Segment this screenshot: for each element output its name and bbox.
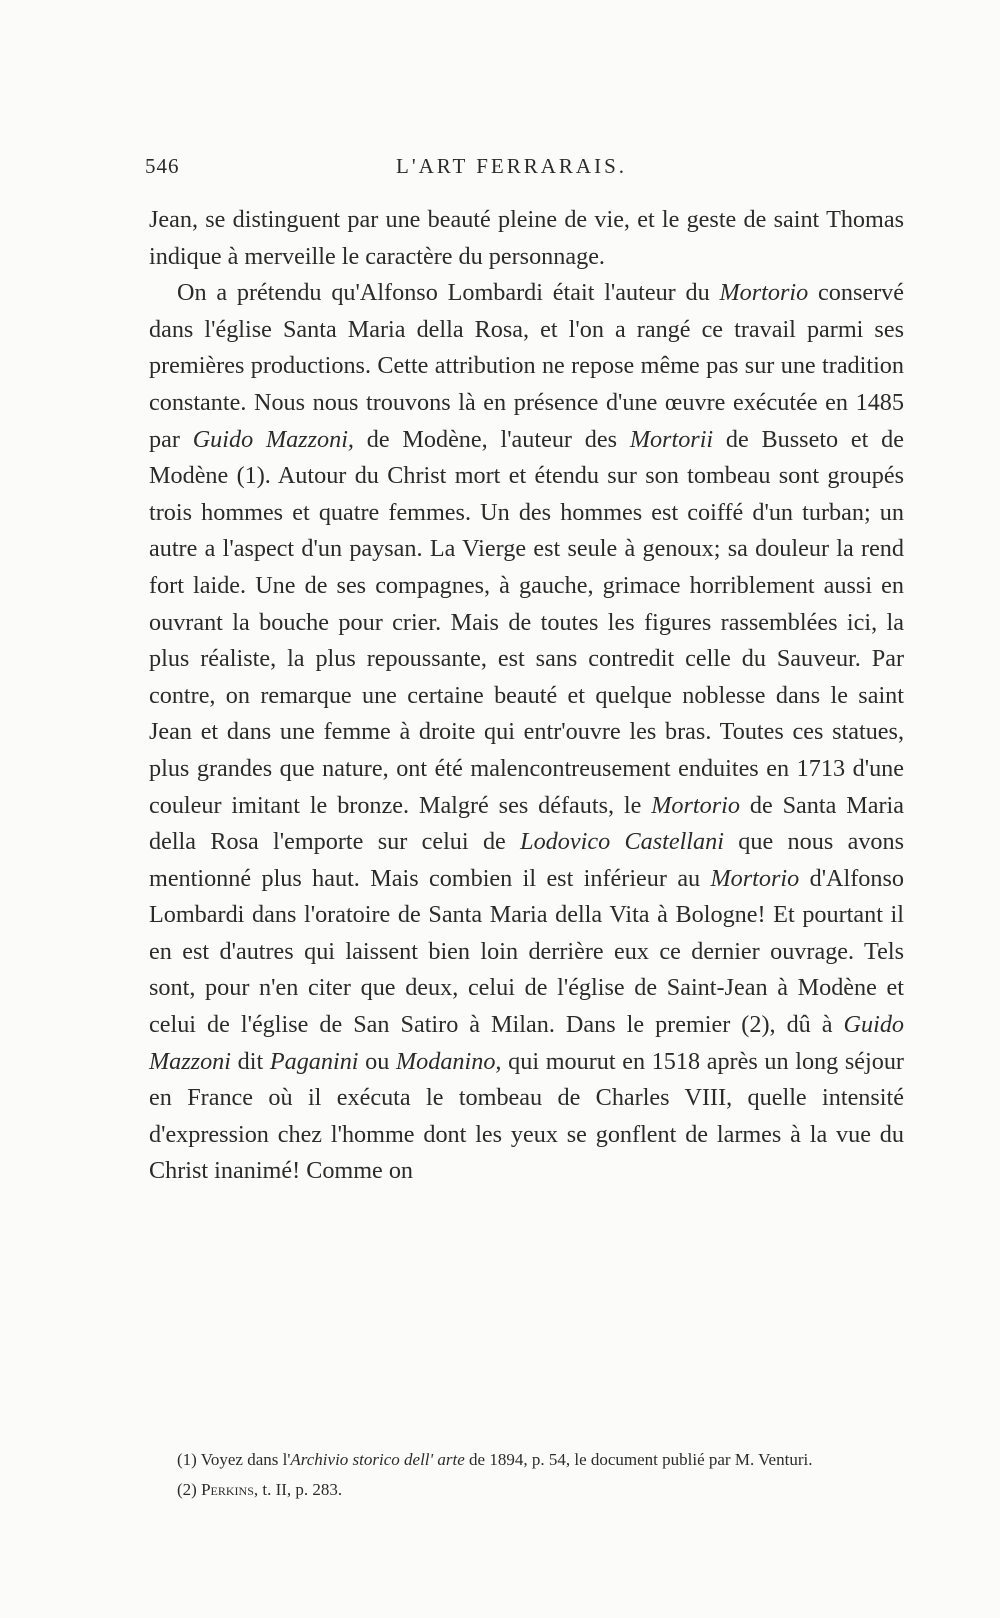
text-run: d'Alfonso Lombardi dans l'oratoire de Santa Maria della Vita à Bologne! Et pourtant il en est d'autres qui laissent bien loin derrière eux ce dernier ouvrage. Tels sont, pour n'en citer que deux, celui de l'église de Saint-Jean à Modène et celui de l'église de San Satiro à Milan. Dans le premier (2), dû à: [149, 864, 904, 1039]
footnote-2: [149, 1478, 907, 1502]
page-number: 546: [145, 154, 180, 178]
text-run: dit: [230, 1047, 270, 1075]
text-run: conservé dans l'église Santa Maria della Rosa, et l'on a rangé ce travail parmi ses premières productions. Cette attribution ne repose même pas sur une tradition constante. Nous nous trouvons là en présence d'une œuvre exécutée en 1485 par: [149, 279, 904, 453]
text-run: qui mourut en 1518 après un long séjour en France où il exécuta le tombeau de Charles VIII, quelle intensité d'expression chez l'homme dont les yeux se gonflent de larmes à la vue du Christ inanimé! Comme on: [149, 1047, 904, 1185]
footnote-text: (1) Voyez dans l': [177, 1450, 291, 1469]
italic-run: Paganini: [269, 1047, 359, 1075]
text-run: On a prétendu qu'Alfonso Lombardi était l'auteur du: [177, 279, 720, 307]
footnote-text: de 1894, p. 54, le document publié par M. Venturi.: [464, 1450, 813, 1469]
text-run: de Busseto et de Modène (1). Autour du Christ mort et étendu sur son tombeau sont groupés trois hommes et quatre femmes. Un des hommes est coiffé d'un turban; un autre a l'aspect d'un paysan. La Vierge est seule à genoux; sa douleur la rend fort laide. Une de ses compagnes, à gauche, grimace horriblement aussi en ouvrant la bouche pour crier. Mais de toutes les figures rassemblées ici, la plus réaliste, la plus repoussante, est sans contredit celle du Sauveur. Par contre, on remarque une certaine beauté et quelque noblesse dans le saint Jean et dans une femme à droite qui entr'ouvre les bras. Toutes ces statues, plus grandes que nature, ont été malencontreusement enduites en 1713 d'une couleur imitant le bronze. Malgré ses défauts, le: [149, 425, 905, 819]
italic-run: Mortorii: [629, 425, 714, 453]
running-head: [145, 150, 904, 190]
footnote-text: , t. II, p. 283.: [253, 1480, 343, 1499]
footnote-1: [149, 1448, 907, 1472]
paragraph-1: Jean, se distinguent par une beauté pleine de vie, et le geste de saint Thomas indique à merveille le caractère du personnage.: [149, 206, 904, 270]
italic-run: Guido Mazzoni: [149, 1011, 904, 1075]
italic-run: Modanino,: [396, 1047, 502, 1075]
italic-run: Mortorio: [710, 864, 800, 892]
paragraph-2: [149, 275, 904, 1190]
footnotes: [149, 1448, 907, 1502]
italic-run: Lodovico Castellani: [520, 828, 724, 856]
footnote-author: Perkins: [201, 1480, 254, 1499]
italic-run: Mortorio: [719, 279, 809, 307]
footnote-italic: Archivio storico dell' arte: [290, 1450, 465, 1469]
running-title: L'ART FERRARAIS.: [396, 154, 628, 178]
text-run: ou: [358, 1047, 396, 1075]
text-run: que nous avons mentionné plus haut. Mais combien il est inférieur au: [149, 828, 905, 892]
page: [145, 150, 905, 1190]
italic-run: Mortorio: [651, 791, 740, 819]
body-text: [149, 202, 904, 1190]
footnote-text: (2): [177, 1480, 202, 1499]
text-run: de Modène, l'auteur des: [353, 425, 630, 453]
text-run: de Santa Maria della Rosa l'emporte sur celui de: [149, 791, 904, 856]
italic-run: Guido Mazzoni,: [192, 425, 354, 453]
